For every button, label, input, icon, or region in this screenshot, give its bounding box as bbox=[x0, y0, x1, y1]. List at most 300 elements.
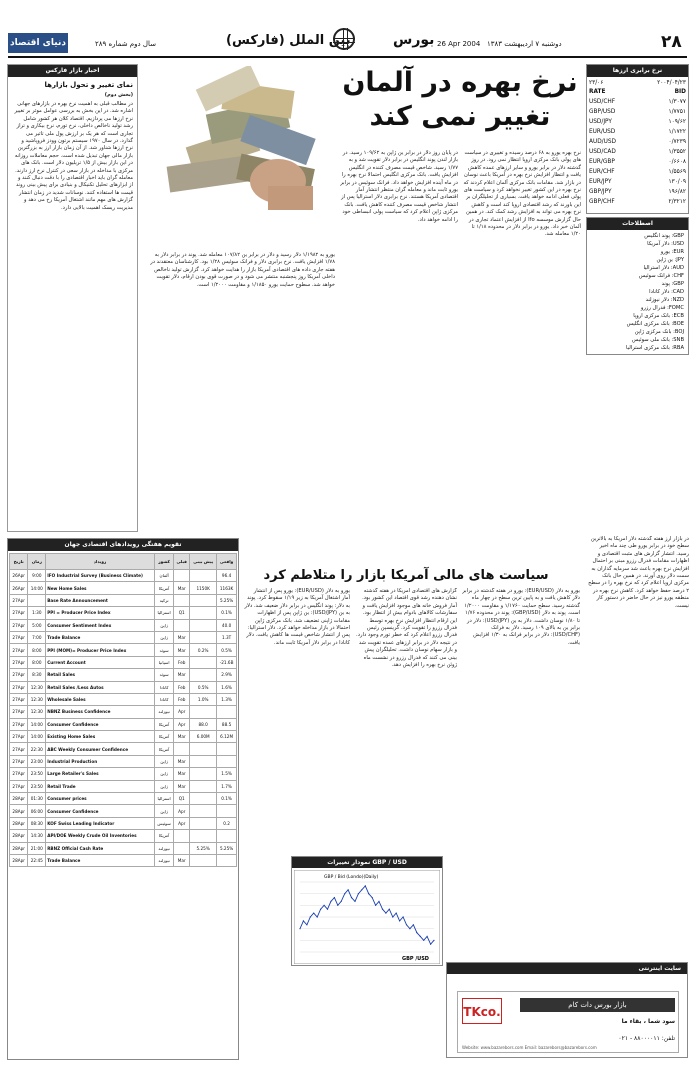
chart-point bbox=[341, 901, 342, 902]
rate-currency: USD/JPY bbox=[589, 119, 612, 125]
calendar-cell-prev bbox=[174, 830, 190, 842]
col-time: زمان bbox=[28, 554, 46, 570]
chart-point bbox=[337, 905, 338, 906]
calendar-cell-country: ژاپن bbox=[154, 755, 173, 767]
page-number: ۲۸ bbox=[661, 32, 682, 52]
calendar-cell-fcst bbox=[190, 817, 217, 829]
calendar-cell-date: 27Apr bbox=[10, 669, 28, 681]
chart-point bbox=[399, 920, 400, 921]
rate-row bbox=[589, 118, 686, 127]
calendar-cell-date: 28Apr bbox=[10, 854, 28, 866]
calendar-cell-event: API/DOE Weekly Crude Oil Inventories bbox=[46, 830, 155, 842]
rate-currency: AUD/USD bbox=[589, 139, 617, 145]
calendar-cell-fcst: 1150K bbox=[190, 582, 217, 594]
market-news-subhead: نمای تغییر و تحول بازارها bbox=[44, 81, 133, 89]
chart-point bbox=[351, 897, 352, 898]
calendar-cell-time: 12:30 bbox=[28, 693, 46, 705]
calendar-cell-prev: Apr bbox=[174, 817, 190, 829]
calendar-cell-country: ژاپن bbox=[154, 805, 173, 817]
col-forecast: پیش بینی bbox=[190, 554, 217, 570]
calendar-cell-date: 27Apr bbox=[10, 718, 28, 730]
calendar-cell-prev: Feb bbox=[174, 681, 190, 693]
calendar-cell-time: 14:00 bbox=[28, 731, 46, 743]
chart-point bbox=[416, 932, 417, 933]
calendar-row bbox=[10, 793, 237, 805]
chart-point bbox=[348, 889, 349, 890]
chart-point bbox=[354, 901, 355, 902]
glossary-item: NZD: دلار نیوزلند bbox=[645, 297, 684, 303]
calendar-cell-event: Trade Balance bbox=[46, 631, 155, 643]
calendar-cell-country: ژاپن bbox=[154, 619, 173, 631]
calendar-cell-date: 27Apr bbox=[10, 780, 28, 792]
calendar-cell-fcst bbox=[190, 854, 217, 866]
calendar-cell-country: استرالیا bbox=[154, 607, 173, 619]
section-name: بین الملل (فارکس) bbox=[226, 33, 351, 48]
calendar-cell-fcst bbox=[190, 607, 217, 619]
chart-point bbox=[375, 905, 376, 906]
rate-value: ۱/۵۵۶۹ bbox=[668, 169, 686, 175]
chart-point bbox=[299, 928, 300, 929]
glossary-item: GBP: پوند bbox=[661, 281, 684, 287]
rate-value: BID bbox=[674, 89, 686, 95]
market-news-box bbox=[7, 64, 138, 532]
calendar-cell-country: کانادا bbox=[154, 693, 173, 705]
calendar-cell-time: 23:00 bbox=[28, 755, 46, 767]
calendar-cell-act bbox=[217, 854, 237, 866]
chart-point bbox=[382, 909, 383, 910]
chart-point bbox=[378, 901, 379, 902]
exchange-rates-box bbox=[586, 64, 689, 214]
chart-point bbox=[324, 905, 325, 906]
ad-slogan: سود شما ، بقاء ما bbox=[621, 1018, 675, 1025]
chart-point bbox=[310, 916, 311, 917]
ad-title: سایت اینترنتی bbox=[447, 963, 687, 974]
calendar-cell-fcst bbox=[190, 594, 217, 606]
calendar-cell-event: RBNZ Official Cash Rate bbox=[46, 842, 155, 854]
rate-value: ۱۰۹/۶۲ bbox=[668, 119, 686, 125]
calendar-cell-prev: Q1 bbox=[174, 607, 190, 619]
ad-banner[interactable] bbox=[457, 991, 679, 1053]
calendar-row bbox=[10, 619, 237, 631]
market-news-title: اخبار بازار فارکس bbox=[8, 65, 137, 77]
policy-article-col3: یورو به دلار (EUR/USD): یورو پس از انتشار آمار اشتغال آمریکا به زیر ۱/۱۹ سقوط کرد. پوند به دلار: پوند انگلیس در برابر دلار ضعیف شد. دلار به ین (USD/JPY): ین ژاپن پس از اظهارات مقامات ژاپنی تضعیف شد. بانک مرکزی ژاپن احتمالا در بازار مداخله خواهد کرد. دلار استرالیا: پس از انتشار شاخص قیمت ها کاهش یافت. دلار کانادا در برابر دلار آمریکا ثابت ماند. bbox=[244, 588, 350, 646]
calendar-cell-country: استرالیا bbox=[154, 793, 173, 805]
col-date: تاریخ bbox=[10, 554, 28, 570]
advertisement bbox=[446, 962, 688, 1058]
calendar-cell-time: 08:30 bbox=[28, 817, 46, 829]
calendar-row bbox=[10, 718, 237, 730]
chart-point bbox=[423, 940, 424, 941]
calendar-cell-date: 28Apr bbox=[10, 793, 28, 805]
calendar-cell-fcst: 0.2% bbox=[190, 644, 217, 656]
calendar-cell-prev: Feb bbox=[174, 693, 190, 705]
calendar-cell-country: آمریکا bbox=[154, 743, 173, 755]
calendar-cell-time: 8:00 bbox=[28, 644, 46, 656]
rate-value: ۱/۳۰۷۷ bbox=[668, 99, 686, 105]
calendar-cell-event: Consumer prices bbox=[46, 793, 155, 805]
col-country: کشور bbox=[154, 554, 173, 570]
calendar-row bbox=[10, 731, 237, 743]
gbp-usd-chart bbox=[291, 856, 443, 966]
calendar-cell-country: آلمان bbox=[154, 570, 173, 582]
calendar-cell-act: 1.7% bbox=[217, 780, 237, 792]
calendar-cell-country: آمریکا bbox=[154, 830, 173, 842]
policy-article-col4: در بازار ارز هفته گذشته دلار آمریکا به بالاترین سطح خود در برابر یورو طی چند ماه اخیر رسید. انتشار گزارش های مثبت اقتصادی و اظهارات مقامات فدرال رزرو مبنی بر احتمال افزایش نرخ بهره باعث شد سرمایه گذاران به سمت دلار روی آورند. در همین حال بانک مرکزی اروپا اعلام کرد که نرخ بهره را در سطح ۲ درصد حفظ خواهد کرد. کاهش نرخ بهره در منطقه یورو نیز در حال حاضر در دستور کار نیست. bbox=[588, 536, 689, 609]
calendar-cell-time: 23:50 bbox=[28, 768, 46, 780]
calendar-cell-time: 01:30 bbox=[28, 793, 46, 805]
col-prev: قبلی bbox=[174, 554, 190, 570]
calendar-cell-prev: Mar bbox=[174, 731, 190, 743]
calendar-row bbox=[10, 594, 237, 606]
calendar-cell-event: Industrial Production bbox=[46, 755, 155, 767]
calendar-cell-date: 26Apr bbox=[10, 582, 28, 594]
rate-value: ۲۰۰۴/۰۴/۲۳ bbox=[657, 80, 686, 86]
rate-row bbox=[589, 108, 686, 117]
glossary-item: CAD: دلار کانادا bbox=[649, 289, 684, 295]
calendar-table bbox=[9, 553, 237, 867]
calendar-row bbox=[10, 656, 237, 668]
chart-title: نمودار تغییرات GBP / USD bbox=[292, 857, 442, 868]
calendar-row bbox=[10, 780, 237, 792]
calendar-cell-date: 27Apr bbox=[10, 755, 28, 767]
chart-point bbox=[406, 924, 407, 925]
chart-footer-label: GBP /USD bbox=[402, 956, 429, 962]
calendar-cell-act: 1.3T bbox=[217, 631, 237, 643]
chart-point bbox=[389, 909, 390, 910]
calendar-cell-date: 27Apr bbox=[10, 693, 28, 705]
rate-value: ۱۳۰/۰۹ bbox=[668, 179, 686, 185]
chart-point bbox=[303, 920, 304, 921]
calendar-cell-time: 5:00 bbox=[28, 619, 46, 631]
calendar-row bbox=[10, 768, 237, 780]
calendar-cell-country: ژاپن bbox=[154, 768, 173, 780]
calendar-cell-country: ترکیه bbox=[154, 594, 173, 606]
calendar-row bbox=[10, 631, 237, 643]
calendar-cell-event: PPI = Producer Price Index bbox=[46, 607, 155, 619]
top-rule bbox=[8, 56, 687, 58]
chart-point bbox=[430, 944, 431, 945]
calendar-cell-time: 14:00 bbox=[28, 582, 46, 594]
calendar-cell-event: ABC Weekly Consumer Confidence bbox=[46, 743, 155, 755]
calendar-row bbox=[10, 570, 237, 582]
chart-point bbox=[427, 936, 428, 937]
calendar-cell-prev bbox=[174, 743, 190, 755]
calendar-cell-prev: Mar bbox=[174, 669, 190, 681]
rate-row bbox=[589, 178, 686, 187]
chart-point bbox=[334, 897, 335, 898]
calendar-cell-event: Consumer Sentiment Index bbox=[46, 619, 155, 631]
calendar-cell-act: 96.4 bbox=[217, 570, 237, 582]
calendar-row bbox=[10, 681, 237, 693]
rates-title: نرخ برابری ارزها bbox=[587, 65, 688, 77]
calendar-cell-prev: Q1 bbox=[174, 793, 190, 805]
calendar-cell-act: 6.12M bbox=[217, 731, 237, 743]
masthead bbox=[0, 0, 695, 60]
chart-point bbox=[372, 897, 373, 898]
calendar-cell-act: -21.6B bbox=[217, 656, 237, 668]
calendar-cell-event: KOF Swiss Leading Indicator bbox=[46, 817, 155, 829]
calendar-cell-event: Wholesale Sales bbox=[46, 693, 155, 705]
calendar-cell-fcst bbox=[190, 768, 217, 780]
chart-point bbox=[361, 889, 362, 890]
calendar-cell-fcst: 88.0 bbox=[190, 718, 217, 730]
calendar-cell-event: Retail Sales bbox=[46, 669, 155, 681]
calendar-cell-date: 27Apr bbox=[10, 619, 28, 631]
calendar-cell-fcst bbox=[190, 570, 217, 582]
calendar-cell-time: 14:30 bbox=[28, 830, 46, 842]
chart-point bbox=[409, 928, 410, 929]
calendar-row bbox=[10, 693, 237, 705]
date-line bbox=[437, 40, 562, 48]
calendar-row bbox=[10, 743, 237, 755]
calendar-cell-country: نیوزلند bbox=[154, 706, 173, 718]
chart-point bbox=[327, 909, 328, 910]
policy-article-col2: گزارش های اقتصادی آمریکا در هفته گذشته نشان دهنده رشد قوی اقتصاد این کشور بود. آمار فروش خانه های موجود افزایش یافت و سفارشات کالاهای بادوام بیش از انتظار بود. این ارقام انتظار افزایش نرخ بهره توسط فدرال رزرو را تقویت کرد. گرینسپن رئیس فدرال رزرو اعلام کرد که خطر تورم وجود دارد. در نتیجه دلار در برابر ارزهای عمده تقویت شد و بازار سهام نوسان داشت. تحلیلگران پیش بینی می کنند که فدرال رزرو در نشست ماه ژوئن نرخ بهره را افزایش دهد. bbox=[356, 588, 457, 669]
calendar-cell-date: 27Apr bbox=[10, 631, 28, 643]
calendar-cell-act: 1.3% bbox=[217, 693, 237, 705]
rate-currency: EUR/USD bbox=[589, 129, 616, 135]
calendar-row bbox=[10, 755, 237, 767]
calendar-title: تقویم هفتگی رویدادهای اقتصادی جهان bbox=[8, 539, 238, 551]
calendar-cell-event: Retail Sales /Less Autos bbox=[46, 681, 155, 693]
calendar-cell-prev: Mar bbox=[174, 780, 190, 792]
calendar-cell-date: 27Apr bbox=[10, 607, 28, 619]
calendar-cell-country: آمریکا bbox=[154, 731, 173, 743]
calendar-row bbox=[10, 706, 237, 718]
newspaper-logo: دنیای اقتصاد bbox=[8, 33, 68, 53]
calendar-cell-act: 5.25% bbox=[217, 842, 237, 854]
calendar-cell-fcst: 5.25% bbox=[190, 842, 217, 854]
calendar-cell-time: 22:45 bbox=[28, 854, 46, 866]
calendar-cell-event: Trade Balance bbox=[46, 854, 155, 866]
rate-value: ۱۹۶/۸۲ bbox=[668, 189, 686, 195]
calendar-cell-fcst bbox=[190, 631, 217, 643]
ad-name: بازار بورس دات کام bbox=[520, 998, 675, 1012]
calendar-row bbox=[10, 669, 237, 681]
policy-headline: سیاست های مالی آمریکا بازار را متلاطم کرد bbox=[263, 568, 549, 583]
calendar-cell-event: Current Account bbox=[46, 656, 155, 668]
calendar-cell-time: 1:30 bbox=[28, 607, 46, 619]
calendar-cell-act: 0.1% bbox=[217, 793, 237, 805]
calendar-cell-act: 1163K bbox=[217, 582, 237, 594]
calendar-row bbox=[10, 842, 237, 854]
rate-value: ۱/۷۷۵۱ bbox=[668, 109, 686, 115]
calendar-row bbox=[10, 607, 237, 619]
calendar-cell-time: 12:30 bbox=[28, 706, 46, 718]
calendar-cell-country: ژاپن bbox=[154, 780, 173, 792]
calendar-row bbox=[10, 582, 237, 594]
glossary-item: RBA: بانک مرکزی استرالیا bbox=[626, 345, 684, 351]
rate-currency: USD/CHF bbox=[589, 99, 616, 105]
rate-currency: RATE bbox=[589, 89, 606, 95]
calendar-cell-event: Large Retailer's Sales bbox=[46, 768, 155, 780]
rate-row bbox=[589, 188, 686, 197]
calendar-cell-date: 28Apr bbox=[10, 805, 28, 817]
calendar-cell-act bbox=[217, 755, 237, 767]
glossary-item: GBP: پوند انگلیس bbox=[644, 233, 684, 239]
main-headline: نرخ بهره در آلمان تغییر نمی کند bbox=[342, 67, 578, 132]
glossary-item: CHF: فرانک سوئیس bbox=[638, 273, 684, 279]
rate-currency: EUR/CHF bbox=[589, 169, 615, 175]
calendar-header-row bbox=[10, 554, 237, 570]
calendar-cell-act: 40.0 bbox=[217, 619, 237, 631]
calendar-cell-time: 12:30 bbox=[28, 681, 46, 693]
calendar-cell-time: 23:50 bbox=[28, 780, 46, 792]
calendar-cell-act: 0.2 bbox=[217, 817, 237, 829]
calendar-cell-act: 1.5% bbox=[217, 768, 237, 780]
calendar-cell-date: 27Apr bbox=[10, 644, 28, 656]
calendar-cell-date: 27Apr bbox=[10, 768, 28, 780]
chart-point bbox=[317, 916, 318, 917]
ad-logo: TKco. bbox=[462, 998, 502, 1024]
ad-phone: تلفن: ۸۸۰۰۰۰۱۱ - ۰۲۱ bbox=[618, 1035, 675, 1042]
calendar-cell-prev bbox=[174, 619, 190, 631]
calendar-row bbox=[10, 817, 237, 829]
calendar-cell-fcst bbox=[190, 780, 217, 792]
calendar-cell-act: 0.1% bbox=[217, 607, 237, 619]
rate-currency: ۲۳/۰۶ bbox=[589, 80, 604, 86]
glossary-item: USD: دلار آمریکا bbox=[647, 241, 684, 247]
calendar-cell-time: 06:00 bbox=[28, 805, 46, 817]
calendar-cell-act: 0.5% bbox=[217, 644, 237, 656]
rate-currency: EUR/GBP bbox=[589, 159, 615, 165]
glossary-item: JPY: ین ژاپن bbox=[656, 257, 684, 263]
calendar-cell-prev: Mar bbox=[174, 768, 190, 780]
policy-article-col1: یورو به دلار (EUR/USD): یورو در هفته گذشته در برابر دلار کاهش یافت و به پایین ترین سطح در چهار ماه گذشته رسید. سطح حمایت ۱/۱۷۶۰ و مقاومت ۱/۲۰۰۰ است. پوند به دلار (GBP/USD): پوند در محدوده ۱/۷۶ تا ۱/۸۰ نوسان داشت. دلار به ین (USD/JPY): دلار در برابر ین به بالای ۱۰۹ رسید. دلار به فرانک (USD/CHF): دلار در برابر فرانک به ۱/۳۰ افزایش یافت. bbox=[462, 588, 580, 646]
calendar-cell-fcst bbox=[190, 656, 217, 668]
calendar-cell-act bbox=[217, 830, 237, 842]
glossary-title: اصطلاحات bbox=[587, 218, 688, 230]
calendar-cell-date: 28Apr bbox=[10, 830, 28, 842]
calendar-cell-country: اسپانیا bbox=[154, 656, 173, 668]
calendar-cell-fcst bbox=[190, 755, 217, 767]
chart-point bbox=[420, 936, 421, 937]
calendar-cell-act: 1.6% bbox=[217, 681, 237, 693]
calendar-cell-time: 8:00 bbox=[28, 656, 46, 668]
date-en: 26 Apr 2004 bbox=[437, 40, 481, 48]
rate-row bbox=[589, 148, 686, 157]
chart-plot bbox=[294, 870, 440, 964]
calendar-cell-prev: Apr bbox=[174, 706, 190, 718]
col-event: رویداد bbox=[46, 554, 155, 570]
rate-row bbox=[589, 158, 686, 167]
calendar-cell-prev: Mar bbox=[174, 854, 190, 866]
rates-date-row bbox=[589, 79, 686, 88]
chart-point bbox=[344, 893, 345, 894]
calendar-cell-fcst bbox=[190, 743, 217, 755]
calendar-row bbox=[10, 644, 237, 656]
calendar-cell-date: 26Apr bbox=[10, 570, 28, 582]
rate-currency: GBP/CHF bbox=[589, 199, 615, 205]
calendar-cell-time: 14:00 bbox=[28, 718, 46, 730]
calendar-cell-prev: Mar bbox=[174, 582, 190, 594]
calendar-cell-act bbox=[217, 805, 237, 817]
calendar-cell-prev: Apr bbox=[174, 805, 190, 817]
calendar-cell-event: Consumer Confidence bbox=[46, 805, 155, 817]
date-fa: دوشنبه ۷ اردیبهشت ۱۳۸۳ bbox=[486, 40, 562, 48]
calendar-cell-fcst bbox=[190, 793, 217, 805]
issue-line: سال دوم شماره ۲۸۹ bbox=[95, 40, 156, 48]
chart-point bbox=[413, 924, 414, 925]
calendar-body bbox=[10, 570, 237, 867]
rate-value: ۱/۱۷۲۲ bbox=[668, 129, 686, 135]
market-news-body: در مطالب قبلی به اهمیت نرخ بهره در بازارهای جهانی اشاره شد. در این بخش به بررسی عوامل موثر بر تغییر نرخ ارزها می پردازیم. اقتصاد کلان هر کشور شامل رشد تولید ناخالص داخلی، نرخ تورم، نرخ بیکاری و تراز تجاری است که هر یک بر ارزش پول ملی تاثیر می گذارد. در سال ۱۹۷۰ سیستم برتون وودز فروپاشید و نرخ ارزها شناور شد. از آن زمان بازار ارز به بزرگترین بازار مالی جهان تبدیل شده است. حجم معاملات روزانه در این بازار بیش از ۱/۵ تریلیون دلار است. بانک های مرکزی با مداخله در بازار سعی در کنترل نرخ ارز دارند. معامله گران باید اخبار اقتصادی را با دقت دنبال کنند و از ابزارهای تحلیل تکنیکال و بنیادی برای پیش بینی روند قیمت ها استفاده کنند. نوسانات شدید در زمان انتشار گزارش های مهم مانند اشتغال آمریکا رخ می دهد و مدیریت ریسک اهمیت بالایی دارد. bbox=[14, 101, 133, 211]
calendar-cell-country: سوئد bbox=[154, 644, 173, 656]
rate-value: ۰/۶۶۰۸ bbox=[668, 159, 686, 165]
calendar-cell-date: 27Apr bbox=[10, 743, 28, 755]
calendar-cell-country: نیوزلند bbox=[154, 854, 173, 866]
calendar-cell-country: سوئد bbox=[154, 669, 173, 681]
chart-point bbox=[320, 909, 321, 910]
calendar-cell-fcst bbox=[190, 669, 217, 681]
calendar-cell-prev bbox=[174, 594, 190, 606]
calendar-cell-time: 7:00 bbox=[28, 631, 46, 643]
calendar-cell-prev: Mar bbox=[174, 644, 190, 656]
ad-website[interactable]: Website: www.bazarebors.com Email: bazarebors@bazarebors.com bbox=[462, 1045, 597, 1050]
globe-icon bbox=[333, 28, 355, 50]
market-news-byline: (بخش دوم) bbox=[104, 92, 133, 98]
chart-point bbox=[313, 913, 314, 914]
glossary-box bbox=[586, 217, 689, 355]
glossary-item: BOE: بانک مرکزی انگلیس bbox=[626, 321, 684, 327]
rate-value: ۰/۷۲۳۹ bbox=[668, 139, 686, 145]
glossary-item: AUD: دلار استرالیا bbox=[643, 265, 684, 271]
calendar-cell-act: 2.9% bbox=[217, 669, 237, 681]
calendar-cell-time bbox=[28, 594, 46, 606]
rate-row bbox=[589, 98, 686, 107]
calendar-cell-time: 22:30 bbox=[28, 743, 46, 755]
glossary-item: FOMC: فدرال رزرو bbox=[640, 305, 684, 311]
calendar-cell-country: آمریکا bbox=[154, 718, 173, 730]
rate-currency: GBP/JPY bbox=[589, 189, 612, 195]
chart-point bbox=[330, 901, 331, 902]
calendar-cell-date: 27Apr bbox=[10, 594, 28, 606]
calendar-cell-date: 27Apr bbox=[10, 656, 28, 668]
glossary-item: ECB: بانک مرکزی اروپا bbox=[633, 313, 684, 319]
calendar-cell-act bbox=[217, 706, 237, 718]
calendar-cell-country: نیوزلند bbox=[154, 842, 173, 854]
chart-point bbox=[385, 913, 386, 914]
calendar-cell-country: سوئیس bbox=[154, 817, 173, 829]
chart-point bbox=[365, 885, 366, 886]
rate-currency: EUR/JPY bbox=[589, 179, 612, 185]
calendar-cell-date: 27Apr bbox=[10, 681, 28, 693]
calendar-cell-date: 27Apr bbox=[10, 731, 28, 743]
chart-inner-title: GBP / Bid (Londo)(Daily) bbox=[324, 875, 379, 880]
calendar-cell-prev bbox=[174, 570, 190, 582]
calendar-cell-fcst bbox=[190, 619, 217, 631]
calendar-cell-act: 88.5 bbox=[217, 718, 237, 730]
chart-point bbox=[392, 916, 393, 917]
calendar-cell-fcst: 1.0% bbox=[190, 693, 217, 705]
main-article-col1: نرخ بهره یورو به ۶۸ درصد رسیده و تغییری در سیاست های پولی بانک مرکزی اروپا انتظار نمی رود. در روز گذشته دلار در برابر یورو و سایر ارزهای عمده کاهش یافت و انتظار افزایش نرخ بهره در آمریکا باعث نوسان در بازار شد. مقامات بانک مرکزی آلمان اعلام کردند که نرخ بهره در این کشور تغییر نخواهد کرد و سیاست های پولی فعلی ادامه خواهد یافت. بسیاری از تحلیلگران بر این باورند که رشد اقتصادی اروپا کند است و کاهش نرخ بهره می تواند به افزایش رشد کمک کند. در همین حال گزارش موسسه Ifo از افزایش اعتماد تجاری در آلمان خبر داد. یورو در برابر دلار در محدوده ۱/۱۸ تا ۱/۲۰ معامله شد. bbox=[463, 150, 581, 238]
money-hand-photo bbox=[148, 66, 338, 210]
rates-header-row bbox=[589, 88, 686, 97]
main-article-col3: یورو به ۱/۱۹۸۲ دلار رسید و دلار در برابر ین ۱۰۷/۸۲ معامله شد. پوند در برابر دلار به ۱/۷۸ افزایش یافت. نرخ برابری دلار و فرانک سوئیس ۱/۲۸ بود. کارشناسان معتقدند در هفته جاری داده های اقتصادی آمریکا بازار را هدایت خواهد کرد. گزارش تولید ناخالص داخلی آمریکا روز پنجشنبه منتشر می شود و در صورت قوی بودن ارقام، دلار تقویت خواهد شد. سطوح حمایت یورو ۱/۱۸۵۰ و مقاومت ۱/۲۰۰۰ است. bbox=[150, 252, 335, 288]
chart-point bbox=[368, 893, 369, 894]
calendar-cell-prev: Mar bbox=[174, 631, 190, 643]
chart-point bbox=[358, 893, 359, 894]
calendar-row bbox=[10, 805, 237, 817]
calendar-cell-event: Existing Home Sales bbox=[46, 731, 155, 743]
calendar-cell-event: NBNZ Business Confidence bbox=[46, 706, 155, 718]
calendar-cell-fcst bbox=[190, 805, 217, 817]
rate-value: ۱/۳۵۵۲ bbox=[668, 149, 686, 155]
calendar-cell-date: 28Apr bbox=[10, 842, 28, 854]
glossary-item: SNB: بانک ملی سوئیس bbox=[631, 337, 684, 343]
rate-value: ۲/۳۲۱۲ bbox=[668, 199, 686, 205]
rate-currency: GBP/USD bbox=[589, 109, 616, 115]
